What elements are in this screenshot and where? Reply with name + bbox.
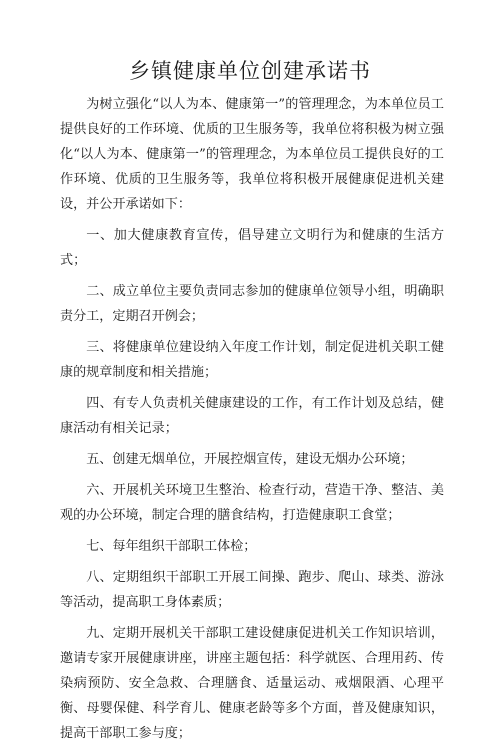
commitment-item-8: 八、定期组织干部职工开展工间操、跑步、爬山、球类、游泳等活动，提高职工身体素质； — [60, 570, 444, 610]
commitment-item-5: 五、创建无烟单位，开展控烟宣传，建设无烟办公环境； — [86, 452, 414, 467]
document-title: 乡镇健康单位创建承诺书 — [129, 59, 371, 83]
document-body — [60, 92, 444, 746]
commitment-item-2: 二、成立单位主要负责同志参加的健康单位领导小组，明确职责分工，定期召开例会； — [60, 284, 444, 324]
commitment-item-7: 七、每年组织干部职工体检； — [86, 539, 257, 554]
commitment-item-1: 一、加大健康教育宣传，倡导建立文明行为和健康的生活方式； — [60, 228, 444, 268]
commitment-item-6: 六、开展机关环境卫生整治、检查行动，营造干净、整洁、美观的办公环境，制定合理的膳食结构，打造健康职工食堂； — [60, 483, 444, 523]
commitment-item-9: 九、定期开展机关干部职工建设健康促进机关工作知识培训，邀请专家开展健康讲座，讲座主题包括：科学就医、合理用药、传染病预防、安全急救、合理膳食、适量运动、戒烟限酒、心理平衡、母婴保健、科学育儿、健康老龄等多个方面，普及健康知识，提高干部职工参与度； — [60, 626, 444, 741]
intro-paragraph: 为树立强化“以人为本、健康第一”的管理理念，为本单位员工提供良好的工作环境、优质的卫生服务等，我单位将积极为树立强化“以人为本、健康第一”的管理理念，为本单位员工提供良好的工作环境、优质的卫生服务等，我单位将积极开展健康促进机关建设，并公开承诺如下： — [60, 97, 444, 212]
commitment-item-3: 三、将健康单位建设纳入年度工作计划，制定促进机关职工健康的规章制度和相关措施； — [60, 340, 444, 380]
commitment-item-4: 四、有专人负责机关健康建设的工作，有工作计划及总结，健康活动有相关记录； — [60, 396, 444, 436]
